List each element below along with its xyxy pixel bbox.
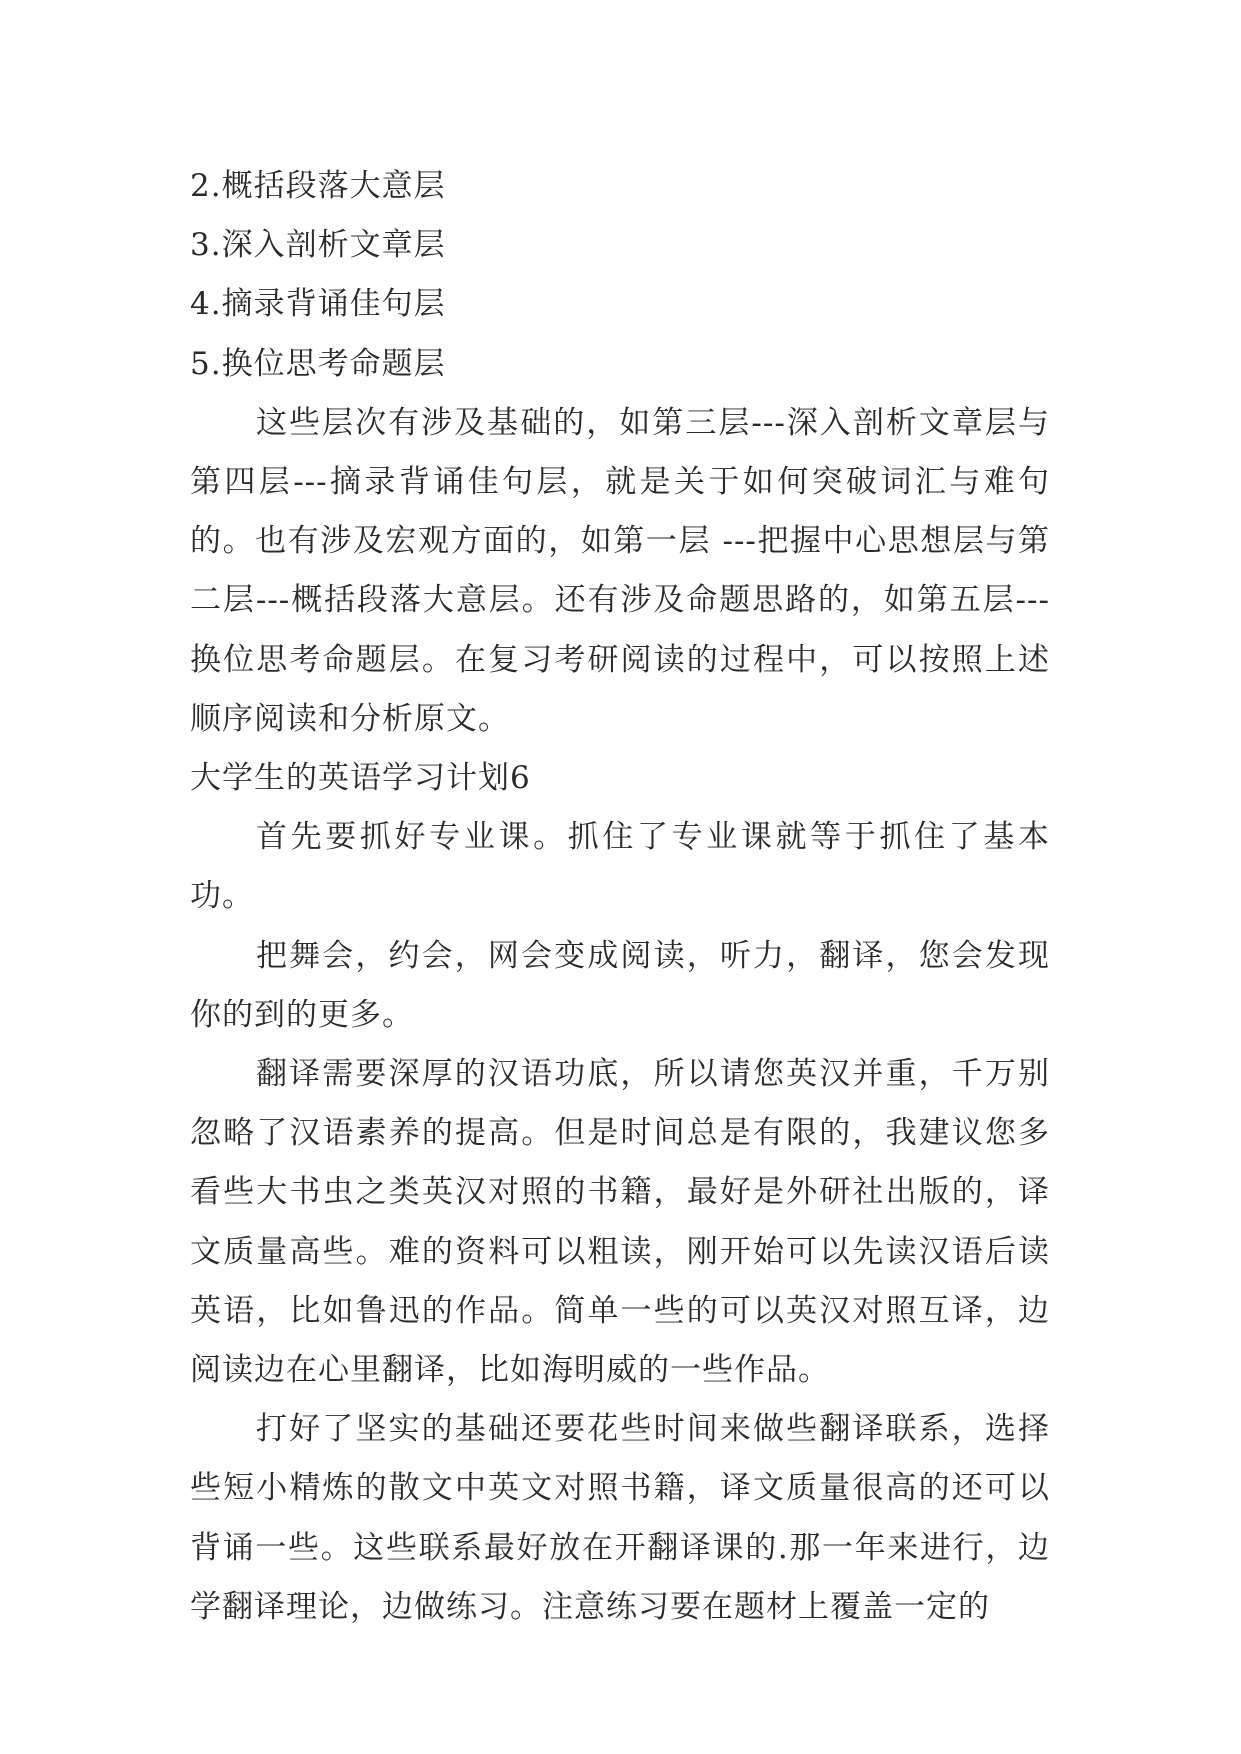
list-item: 3.深入剖析文章层 — [190, 227, 446, 264]
paragraph: 翻译需要深厚的汉语功底，所以请您英汉并重，千万别忽略了汉语素养的提高。但是时间总是有限的，我建议您多看些大书虫之类英汉对照的书籍，最好是外研社出版的，译文质量高些。难的资料可以粗读，刚开始可以先读汉语后读英语，比如鲁迅的作品。简单一些的可以英汉对照互译，边阅读边在心里翻译，比如海明威的一些作品。 — [190, 1056, 1050, 1389]
document-body — [190, 157, 1050, 1637]
list-item: 5.换位思考命题层 — [190, 345, 446, 382]
list-item: 2.概括段落大意层 — [190, 168, 446, 204]
section-heading: 大学生的英语学习计划6 — [190, 760, 531, 797]
paragraph: 首先要抓好专业课。抓住了专业课就等于抓住了基本功。 — [190, 819, 1050, 915]
list-item: 4.摘录背诵佳句层 — [190, 286, 446, 323]
paragraph: 把舞会，约会，网会变成阅读，听力，翻译，您会发现你的到的更多。 — [190, 937, 1050, 1033]
paragraph: 打好了坚实的基础还要花些时间来做些翻译联系，选择些短小精炼的散文中英文对照书籍，译文质量很高的还可以背诵一些。这些联系最好放在开翻译课的.那一年来进行，边学翻译理论，边做练习。注意练习要在题材上覆盖一定的 — [190, 1411, 1050, 1625]
paragraph-layers: 这些层次有涉及基础的，如第三层---深入剖析文章层与第四层---摘录背诵佳句层，就是关于如何突破词汇与难句的。也有涉及宏观方面的，如第一层 ---把握中心思想层与第二层---概括段落大意层。还有涉及命题思路的，如第五层---换位思考命题层。在复习考研阅读的过程中，可以按照上述顺序阅读和分析原文。 — [190, 404, 1050, 737]
